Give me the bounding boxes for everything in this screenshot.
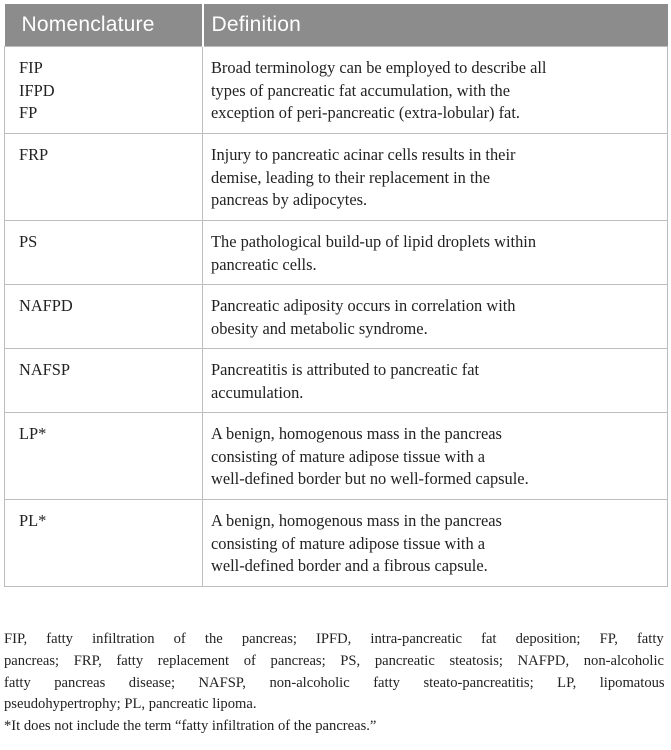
header-nomenclature: Nomenclature — [5, 4, 203, 47]
nomenclature-cell: PS — [5, 221, 203, 285]
definition-cell — [203, 349, 668, 413]
definition-line: A benign, homogenous mass in the pancreas — [211, 424, 502, 443]
abbreviation-line: pancreas; FRP, fatty replacement of pancreas; PS, pancreatic steatosis; NAFPD, non-alcoholic — [4, 652, 664, 669]
header-row — [5, 4, 668, 47]
definition-line: pancreatic cells. — [211, 254, 317, 274]
definition-line: Broad terminology can be employed to describe all — [211, 58, 547, 77]
definition-cell — [203, 134, 668, 221]
definition-line: well-defined border and a fibrous capsule. — [211, 556, 488, 576]
abbreviation-line: pseudohypertrophy; PL, pancreatic lipoma. — [4, 696, 257, 713]
definition-line: Pancreatic adiposity occurs in correlation with — [211, 296, 516, 315]
definition-line: demise, leading to their replacement in the — [211, 167, 490, 187]
table-row — [5, 349, 668, 413]
nomenclature-cell: LP* — [5, 413, 203, 500]
asterisk-note: *It does not include the term “fatty infiltration of the pancreas.” — [4, 718, 377, 735]
nomenclature-cell: NAFPD — [5, 285, 203, 349]
definition-line: obesity and metabolic syndrome. — [211, 318, 428, 338]
definition-line: A benign, homogenous mass in the pancreas — [211, 511, 502, 530]
definition-cell — [203, 413, 668, 500]
header-definition: Definition — [203, 4, 668, 47]
abbreviation-line: fatty pancreas disease; NAFSP, non-alcoholic fatty steato-pancreatitis; LP, lipomatous — [4, 674, 665, 691]
definition-line: Injury to pancreatic acinar cells results in their — [211, 145, 516, 164]
table-header — [5, 4, 668, 47]
table-footnote — [4, 629, 667, 738]
definition-line: well-defined border but no well-formed capsule. — [211, 469, 529, 489]
table-row — [5, 134, 668, 221]
definition-line: exception of peri-pancreatic (extra-lobular) fat. — [211, 103, 520, 123]
definition-line: accumulation. — [211, 382, 304, 402]
nomenclature-table-container — [4, 4, 667, 587]
table-row — [5, 221, 668, 285]
definition-cell — [203, 47, 668, 134]
definition-line: pancreas by adipocytes. — [211, 190, 368, 210]
nomenclature-cell: FIP IFPD FP — [5, 47, 203, 134]
definition-line: types of pancreatic fat accumulation, with the — [211, 80, 511, 100]
definition-cell — [203, 500, 668, 587]
nomenclature-cell: PL* — [5, 500, 203, 587]
table-row — [5, 47, 668, 134]
nomenclature-cell: NAFSP — [5, 349, 203, 413]
table-row — [5, 285, 668, 349]
definition-cell — [203, 221, 668, 285]
nomenclature-cell: FRP — [5, 134, 203, 221]
table-body — [5, 47, 668, 587]
table-row — [5, 413, 668, 500]
table-row — [5, 500, 668, 587]
abbreviation-line: FIP, fatty infiltration of the pancreas; IPFD, intra-pancreatic fat deposition; FP, fatty — [4, 631, 664, 647]
definition-line: Pancreatitis is attributed to pancreatic fat — [211, 360, 480, 379]
definition-line: The pathological build-up of lipid droplets within — [211, 232, 537, 251]
definition-line: consisting of mature adipose tissue with a — [211, 533, 486, 553]
definition-line: consisting of mature adipose tissue with a — [211, 446, 486, 466]
definition-cell — [203, 285, 668, 349]
nomenclature-table — [4, 4, 668, 587]
